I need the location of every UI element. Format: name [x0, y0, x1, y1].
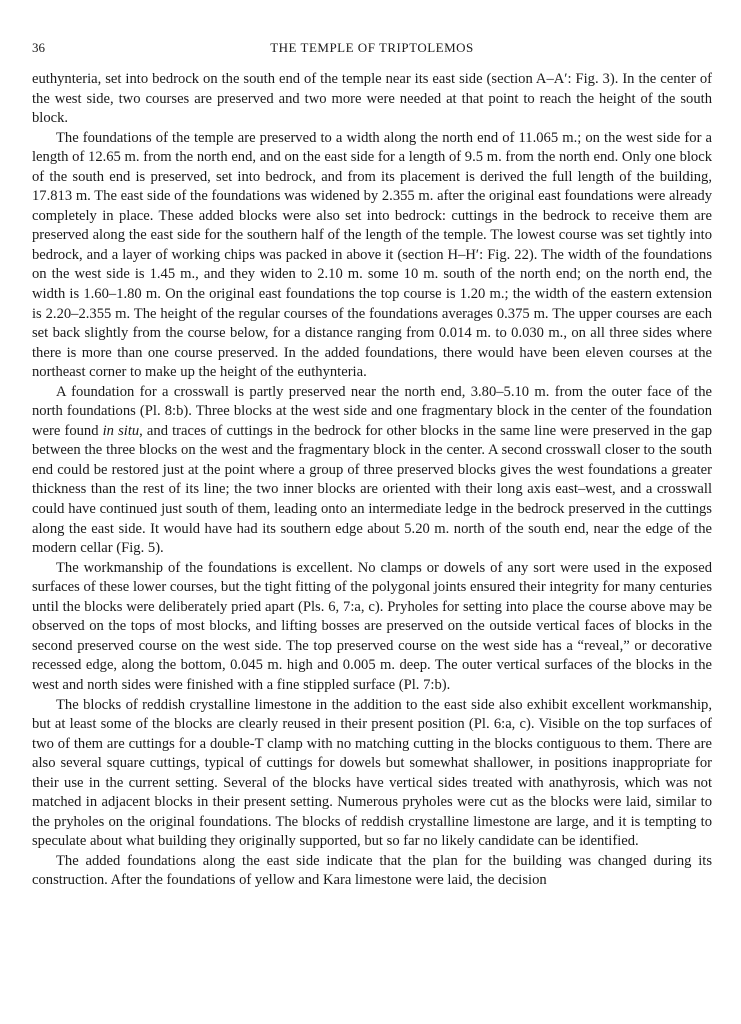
paragraph-continued: euthynteria, set into bedrock on the south end of the temple near its east side (section A–A′: Fig. 3). In the center of the west side, two courses are preserved and two more were needed at that point to reach the height of the south block. [32, 71, 712, 127]
paragraph-added-foundations: The added foundations along the east side indicate that the plan for the building was changed during its construction. After the foundations of yellow and Kara limestone were laid, the decision [32, 852, 712, 889]
paragraph-foundations-dimensions: The foundations of the temple are preserved to a width along the north end of 11.065 m.; on the west side for a length of 12.65 m. from the north end, and on the east side for a length of 9.5 m. from the north end. Only one block of the south end is preserved, set into bedrock, and from its placement is derived the full length of the building, 17.813 m. The east side of the foundations was widened by 2.355 m. after the original east foundations were already completely in place. These added blocks were also set into bedrock: cuttings in the bedrock to receive them are preserved along the east side for the southern half of the length of the temple. The lowest course was set tightly into bedrock, and a layer of working chips was packed in above it (section H–H′: Fig. 22). The width of the foundations on the west side is 1.45 m., and they widen to 2.10 m. some 10 m. south of the north end; on the north end, the width is 1.60–1.80 m. On the original east foundations the top course is 1.20 m.; the width of the eastern extension is 2.20–2.355 m. The height of the regular courses of the foundations averages 0.375 m. The upper courses are each set back slightly from the course below, for a distance ranging from 0.014 m. to 0.030 m., on all three sides where there is more than one course preserved. In the added foundations, there would have been eleven courses at the northeast corner to make up the height of the euthynteria. [32, 129, 712, 381]
page [32, 38, 712, 891]
running-header [32, 38, 712, 58]
body-text [32, 70, 712, 891]
running-title: THE TEMPLE OF TRIPTOLEMOS [270, 40, 474, 55]
paragraph-workmanship: The workmanship of the foundations is excellent. No clamps or dowels of any sort were used in the exposed surfaces of these lower courses, but the tight fitting of the polygonal joints ensured their integrity for many centuries until the blocks were deliberately pried apart (Pls. 6, 7:a, c). Pryholes for setting into place the course above may be observed on the tops of most blocks, and lifting bosses are preserved on the outside vertical faces of blocks in the second preserved course on the west side. The top preserved course on the west side has a “reveal,” or decorative recessed edge, along the bottom, 0.045 m. high and 0.005 m. deep. The outer vertical surfaces of the blocks in the west and north sides were finished with a fine stippled surface (Pl. 7:b). [32, 559, 712, 693]
italic-phrase: in situ [102, 422, 140, 439]
page-number: 36 [32, 40, 45, 55]
paragraph-reddish-limestone: The blocks of reddish crystalline limestone in the addition to the east side also exhibit excellent workmanship, but at least some of the blocks are clearly reused in their present position (Pl. 6:a, c). Visible on the top surfaces of two of them are cuttings for a double-T clamp with no matching cutting in the blocks contiguous to them. There are also several square cuttings, typical of cuttings for dowels but somewhat shallower, in positions inappropriate for their use in the current setting. Several of the blocks have vertical sides treated with anathyrosis, which was not matched in adjacent blocks in their present setting. Numerous pryholes were cut as the blocks were laid, similar to the pryholes on the original foundations. The blocks of reddish crystalline limestone are large, and it is tempting to speculate about what building they originally supported, but so far no likely candidate can be identified. [32, 696, 712, 850]
paragraph-crosswall: A foundation for a crosswall is partly preserved near the north end, 3.80–5.10 m. from the outer face of the north foundations (Pl. 8:b). Three blocks at the west side and one fragmentary block in the center of the foundation were found in situ, and traces of cuttings in the bedrock for other blocks in the same line were preserved in the gap between the three blocks on the west and the fragmentary block in the center. A second crosswall closer to the south end could be restored just at the point where a group of three preserved blocks gives the west foundations a greater thickness than the rest of its line; the two inner blocks are oriented with their long axis east–west, and a crosswall could have continued just south of them, leading onto an intermediate ledge in the bedrock preserved in the cuttings along the east side. It would have had its southern edge about 5.20 m. north of the south end, near the edge of the modern cellar (Fig. 5). [32, 383, 712, 557]
